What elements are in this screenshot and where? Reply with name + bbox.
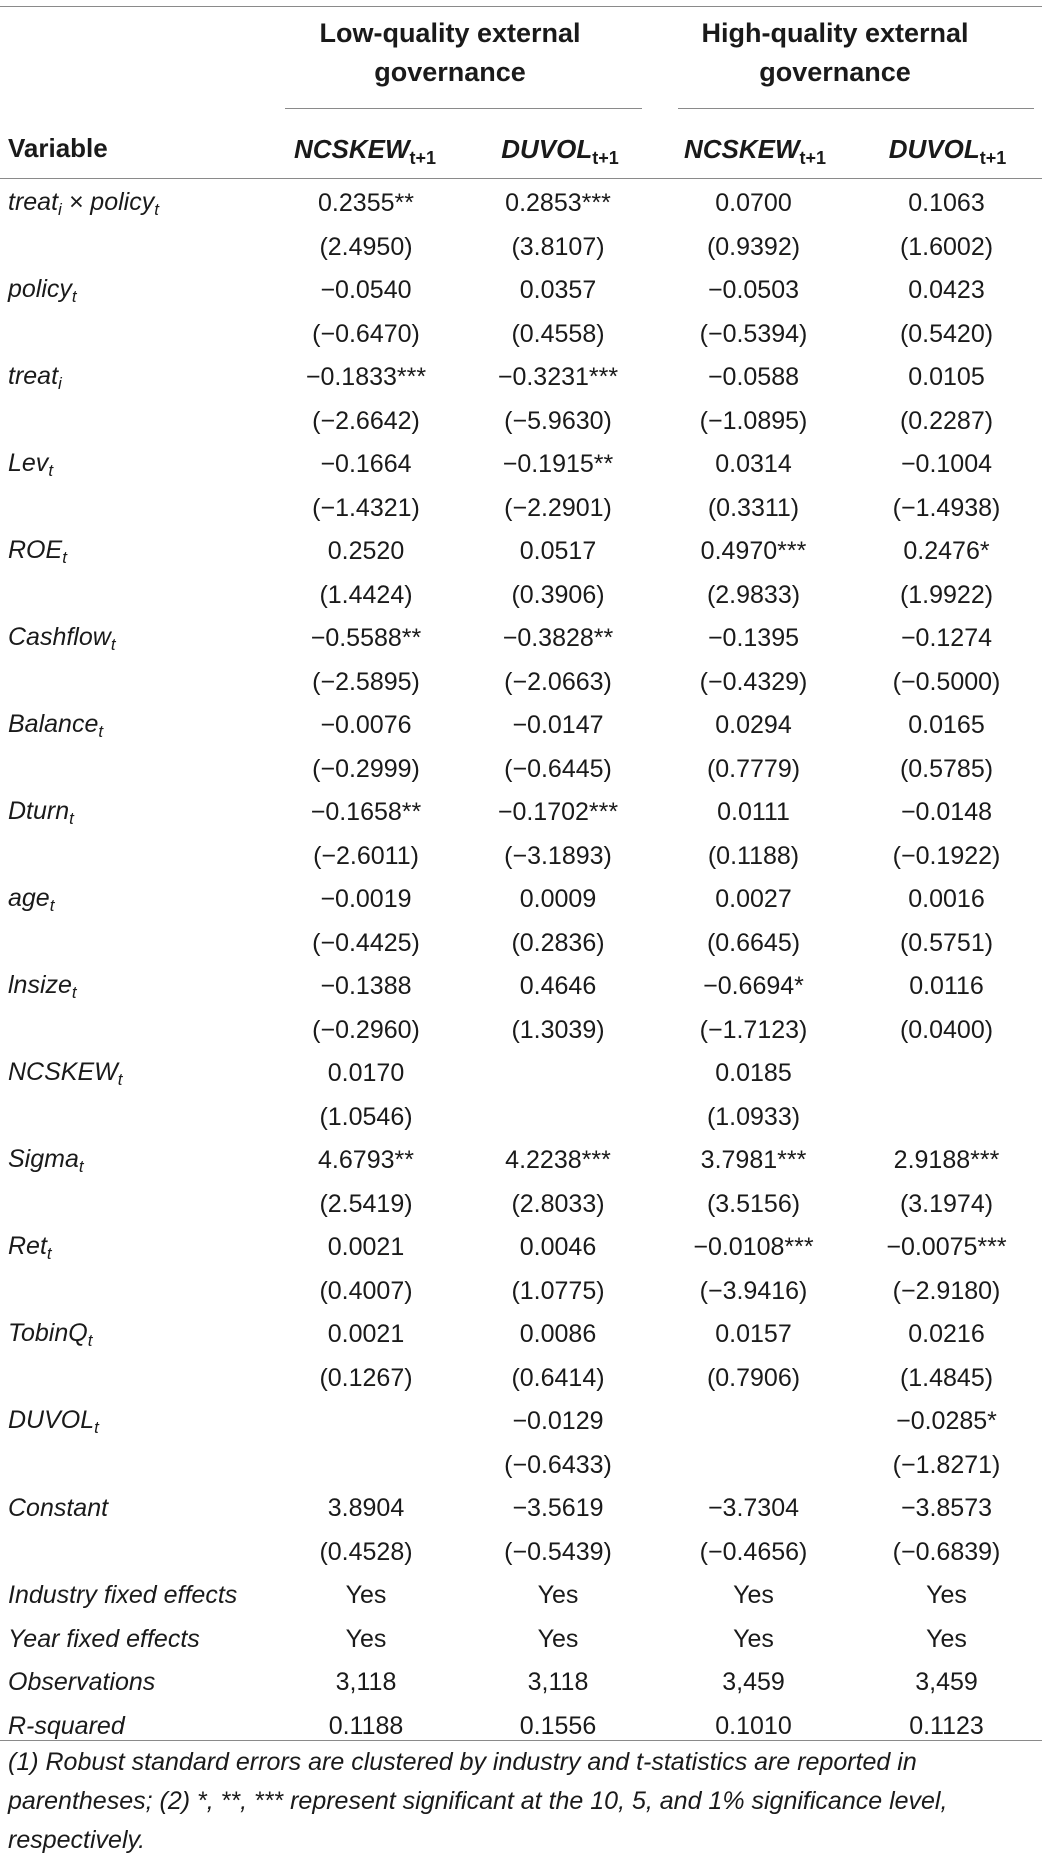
cell-col-2: (−0.5439) (504, 1537, 612, 1566)
cell-col-4: −0.0075*** (886, 1233, 1007, 1262)
variable-subscript: t (48, 460, 54, 480)
row-variable-label (0, 574, 272, 618)
cell-col-4: 0.1123 (909, 1711, 984, 1740)
cell-col-3 (656, 1400, 851, 1444)
row-variable-label (0, 748, 272, 792)
cell-col-3: (1.0933) (706, 1102, 801, 1131)
row-variable-label (0, 443, 272, 487)
row-variable-label (0, 835, 272, 879)
cell-col-3: 0.4970*** (700, 537, 807, 566)
variable-suffix: × policy (61, 187, 155, 216)
row-variable-label (0, 226, 272, 270)
row-variable-label (0, 617, 272, 661)
cell-col-4: 0.0105 (908, 363, 985, 392)
table-row (0, 1226, 1042, 1270)
cell-col-2: (0.3906) (511, 580, 605, 609)
cell-col-2: Yes (537, 1624, 579, 1653)
row-variable-label (0, 1270, 272, 1314)
cell-col-1: Yes (345, 1624, 387, 1653)
cell-col-4: (−0.5000) (892, 667, 1001, 696)
variable-name: DUVOL (8, 1405, 95, 1434)
col-header-4-name: DUVOL (888, 134, 980, 164)
variable-name: Observations (8, 1668, 156, 1697)
table-row (0, 878, 1042, 922)
variable-name: TobinQ (8, 1318, 88, 1347)
cell-col-4 (851, 1096, 1042, 1140)
row-variable-label (0, 1313, 272, 1357)
variable-name: policy (8, 274, 72, 303)
cell-col-3: (0.6645) (706, 928, 801, 957)
cell-col-3: 0.0314 (715, 450, 792, 479)
table-row (0, 1096, 1042, 1140)
variable-subscript: t (71, 982, 77, 1002)
table-row (0, 661, 1042, 705)
table-row (0, 182, 1042, 226)
table-row (0, 1487, 1042, 1531)
cell-col-4: (−1.8271) (892, 1450, 1001, 1479)
table-row (0, 1661, 1042, 1705)
table-footnote: (1) Robust standard errors are clustered by industry and t-statistics are reported in parentheses; (2) *, **, *** represent significant at the 10, 5, and 1% significance level, respectively. (8, 1748, 948, 1854)
col-header-1-sub: t+1 (409, 148, 437, 168)
cell-col-4: 0.0216 (908, 1320, 985, 1349)
cell-col-1: 0.1188 (328, 1711, 404, 1740)
cell-col-1: (0.4528) (319, 1537, 413, 1566)
variable-name: NCSKEW (8, 1057, 118, 1086)
cell-col-4: 0.0016 (908, 885, 985, 914)
header-bottom-rule (0, 178, 1042, 179)
cell-col-3: 0.0700 (715, 189, 792, 218)
cell-col-4: (0.5751) (899, 928, 994, 957)
cell-col-1: (−1.4321) (312, 493, 420, 522)
table-row (0, 791, 1042, 835)
cell-col-2: (−2.0663) (504, 667, 612, 696)
variable-subscript: t (117, 1069, 123, 1089)
cell-col-3: Yes (733, 1581, 774, 1610)
cell-col-4: 3,459 (915, 1668, 978, 1697)
row-variable-label (0, 704, 272, 748)
cell-col-1: 4.6793** (318, 1146, 414, 1175)
cell-col-2: 0.0009 (519, 885, 597, 914)
cell-col-2: 4.2238*** (505, 1146, 611, 1175)
cell-col-2: (−0.6445) (504, 754, 612, 783)
cell-col-3: (−0.4656) (699, 1537, 808, 1566)
table-row (0, 356, 1042, 400)
cell-col-1 (272, 1444, 460, 1488)
table-row (0, 965, 1042, 1009)
variable-subscript: t (87, 1330, 93, 1350)
cell-col-3: (0.7779) (706, 754, 801, 783)
variable-name: Dturn (8, 796, 70, 825)
table-bottom-rule (0, 1740, 1042, 1741)
group-rule-low (285, 108, 642, 109)
cell-col-1: 0.2520 (327, 537, 405, 566)
variable-subscript: t (62, 547, 67, 567)
table-row (0, 400, 1042, 444)
row-variable-label (0, 965, 272, 1009)
variable-name: age (8, 883, 50, 912)
cell-col-1: (−2.5895) (312, 667, 420, 696)
cell-col-3: 0.0027 (715, 885, 792, 914)
table-row (0, 313, 1042, 357)
cell-col-1: 0.0170 (327, 1059, 405, 1088)
cell-col-1: −0.0540 (320, 276, 412, 305)
row-variable-label (0, 400, 272, 444)
variable-subscript: t (94, 1417, 99, 1437)
cell-col-4 (851, 1052, 1042, 1096)
row-variable-label (0, 530, 272, 574)
table-row (0, 922, 1042, 966)
cell-col-3: 0.0157 (715, 1320, 792, 1349)
table-row (0, 1052, 1042, 1096)
cell-col-2: 0.0517 (519, 537, 597, 566)
variable-name: R-squared (8, 1711, 125, 1740)
cell-col-3: 0.0111 (717, 798, 790, 827)
cell-col-4: (1.9922) (899, 580, 994, 609)
cell-col-1: (1.4424) (319, 580, 413, 609)
cell-col-2 (460, 1096, 656, 1140)
variable-name: Balance (8, 709, 99, 738)
table-row (0, 269, 1042, 313)
cell-col-3: (0.7906) (706, 1363, 801, 1392)
table-row (0, 1444, 1042, 1488)
table-row (0, 487, 1042, 531)
cell-col-4: (0.2287) (899, 406, 994, 435)
col-header-3-name: NCSKEW (683, 134, 800, 164)
cell-col-3: −0.1395 (707, 624, 800, 653)
cell-col-2: −0.3231*** (497, 363, 619, 392)
group-title-low: Low-quality external governance (319, 18, 581, 87)
table-row (0, 1270, 1042, 1314)
cell-col-3: 3,459 (722, 1668, 785, 1697)
cell-col-3: (−0.4329) (699, 667, 808, 696)
variable-name: Ret (8, 1231, 47, 1260)
cell-col-2: 0.2853*** (505, 189, 611, 218)
cell-col-3: (−1.0895) (699, 406, 808, 435)
cell-col-3: (0.3311) (707, 493, 800, 522)
cell-col-1: (1.0546) (319, 1102, 413, 1131)
cell-col-2: −0.0129 (512, 1407, 604, 1436)
row-variable-label (0, 1096, 272, 1140)
cell-col-1: (2.5419) (319, 1189, 413, 1218)
cell-col-1: −0.1664 (320, 450, 412, 479)
cell-col-4: (−2.9180) (892, 1276, 1001, 1305)
cell-col-3: 0.0294 (715, 711, 792, 740)
table-body (0, 182, 1042, 1748)
cell-col-3: 0.0185 (715, 1059, 792, 1088)
row-variable-label (0, 791, 272, 835)
variable-subscript: t (78, 1156, 84, 1176)
cell-col-2: −0.3828** (502, 624, 614, 653)
cell-col-2: 0.1556 (519, 1711, 597, 1740)
cell-col-4: 2.9188*** (893, 1146, 1000, 1175)
cell-col-2: −3.5619 (512, 1494, 604, 1523)
cell-col-1: −0.1658** (310, 798, 422, 827)
row-variable-label (0, 487, 272, 531)
cell-col-1: 0.0021 (327, 1320, 405, 1349)
cell-col-4: 0.0423 (908, 276, 985, 305)
col-header-4-sub: t+1 (979, 148, 1007, 168)
variable-subscript: t (49, 895, 55, 915)
table-row (0, 226, 1042, 270)
regression-table (0, 182, 1042, 1748)
cell-col-1: −0.0019 (320, 885, 412, 914)
cell-col-4: (0.5420) (899, 319, 994, 348)
cell-col-4: 0.2476* (903, 537, 990, 566)
cell-col-4: (0.0400) (899, 1015, 994, 1044)
cell-col-4: 0.1063 (908, 189, 985, 218)
cell-col-3: −3.7304 (707, 1494, 800, 1523)
row-variable-label (0, 1139, 272, 1183)
cell-col-4: −0.0285* (896, 1407, 997, 1436)
cell-col-2: 0.0046 (519, 1233, 597, 1262)
cell-col-4: (1.4845) (899, 1363, 994, 1392)
cell-col-1: −0.1388 (320, 972, 412, 1001)
row-variable-label (0, 1574, 272, 1618)
table-row (0, 617, 1042, 661)
cell-col-4: −0.1274 (900, 624, 993, 653)
table-row (0, 1357, 1042, 1401)
variable-name: Constant (8, 1494, 109, 1523)
row-variable-label (0, 1226, 272, 1270)
row-variable-label (0, 878, 272, 922)
cell-col-1: (2.4950) (319, 232, 413, 261)
variable-name: Lev (8, 448, 49, 477)
row-variable-label (0, 1487, 272, 1531)
cell-col-1: (−2.6011) (313, 841, 419, 870)
cell-col-4: (−1.4938) (892, 493, 1001, 522)
variable-header: Variable (8, 133, 108, 163)
cell-col-1: 0.0021 (327, 1233, 405, 1262)
cell-col-2: 0.0086 (519, 1320, 597, 1349)
cell-col-2: (0.2836) (511, 928, 605, 957)
cell-col-2: 3,118 (527, 1668, 589, 1697)
col-header-2 (470, 133, 650, 174)
table-row (0, 835, 1042, 879)
cell-col-3: (−3.9416) (699, 1276, 808, 1305)
col-header-4 (855, 133, 1040, 174)
variable-name: ROE (8, 535, 63, 564)
cell-col-4: (−0.6839) (892, 1537, 1001, 1566)
cell-col-3 (656, 1444, 851, 1488)
variable-name: Cashflow (8, 622, 111, 651)
row-variable-label (0, 1009, 272, 1053)
table-row (0, 1618, 1042, 1662)
table-row (0, 1009, 1042, 1053)
cell-col-2: −0.0147 (512, 711, 604, 740)
cell-col-1: (−0.4425) (312, 928, 420, 957)
cell-col-2: Yes (537, 1581, 579, 1610)
cell-col-1: (−0.6470) (312, 319, 420, 348)
cell-col-2: (−5.9630) (504, 406, 612, 435)
cell-col-2: (0.6414) (511, 1363, 605, 1392)
col-header-1-name: NCSKEW (293, 134, 410, 164)
cell-col-2: 0.4646 (519, 972, 597, 1001)
cell-col-3: 0.1010 (715, 1711, 792, 1740)
cell-col-1: −0.0076 (320, 711, 412, 740)
variable-name: lnsize (8, 970, 72, 999)
cell-col-4: Yes (926, 1581, 967, 1610)
cell-col-1: 3,118 (335, 1668, 397, 1697)
cell-col-2: −0.1702*** (497, 798, 619, 827)
cell-col-1: (−2.6642) (312, 406, 420, 435)
cell-col-4: (1.6002) (899, 232, 994, 261)
cell-col-4: −0.1004 (900, 450, 993, 479)
row-variable-label (0, 269, 272, 313)
cell-col-3: (3.5156) (706, 1189, 801, 1218)
variable-subscript: i (58, 199, 62, 219)
table-row (0, 1531, 1042, 1575)
variable-suffix-subscript: t (154, 199, 159, 219)
variable-name: Sigma (8, 1144, 79, 1173)
variable-subscript: t (71, 286, 77, 306)
variable-name: treat (8, 187, 59, 216)
cell-col-1: Yes (345, 1581, 387, 1610)
row-variable-label (0, 1661, 272, 1705)
row-variable-label (0, 182, 272, 226)
cell-col-3: (−0.5394) (699, 319, 808, 348)
cell-col-1: (−0.2999) (312, 754, 420, 783)
cell-col-2: (0.4558) (511, 319, 605, 348)
col-header-3 (660, 133, 850, 174)
table-row (0, 1400, 1042, 1444)
row-variable-label (0, 313, 272, 357)
cell-col-3: −0.0588 (707, 363, 800, 392)
cell-col-3: (0.1188) (707, 841, 800, 870)
table-row (0, 1183, 1042, 1227)
table-row (0, 1313, 1042, 1357)
cell-col-1: (−0.2960) (312, 1015, 420, 1044)
variable-subscript: t (46, 1243, 52, 1263)
cell-col-4: (0.5785) (899, 754, 994, 783)
cell-col-2: (1.3039) (511, 1015, 605, 1044)
cell-col-2 (460, 1052, 656, 1096)
cell-col-1: 0.2355** (318, 189, 414, 218)
col-header-2-sub: t+1 (592, 148, 619, 168)
row-variable-label (0, 1357, 272, 1401)
col-header-3-sub: t+1 (799, 148, 827, 168)
group-title-high: High-quality external governance (701, 18, 969, 87)
row-variable-label (0, 1444, 272, 1488)
group-rule-high (678, 108, 1034, 109)
table-row (0, 1574, 1042, 1618)
col-header-2-name: DUVOL (501, 134, 593, 164)
cell-col-4: Yes (926, 1624, 967, 1653)
row-variable-label (0, 661, 272, 705)
cell-col-2: −0.1915** (502, 450, 614, 479)
variable-name: Year fixed effects (8, 1624, 200, 1653)
cell-col-1: (0.1267) (319, 1363, 413, 1392)
row-variable-label (0, 922, 272, 966)
cell-col-2: (1.0775) (511, 1276, 605, 1305)
row-variable-label (0, 1400, 272, 1444)
variable-subscript: t (110, 634, 116, 654)
cell-col-2: (2.8033) (511, 1189, 605, 1218)
table-row (0, 443, 1042, 487)
cell-col-1: (0.4007) (319, 1276, 413, 1305)
cell-col-3: −0.0503 (707, 276, 800, 305)
table-row (0, 1139, 1042, 1183)
cell-col-3: (−1.7123) (699, 1015, 808, 1044)
table-row (0, 530, 1042, 574)
row-variable-label (0, 1052, 272, 1096)
table-row (0, 748, 1042, 792)
cell-col-4: −3.8573 (900, 1494, 993, 1523)
cell-col-3: −0.6694* (703, 972, 804, 1001)
table-row (0, 1705, 1042, 1749)
cell-col-4: (3.1974) (899, 1189, 994, 1218)
cell-col-4: 0.0116 (909, 972, 984, 1001)
cell-col-3: −0.0108*** (693, 1233, 814, 1262)
table-row (0, 574, 1042, 618)
cell-col-4: (−0.1922) (892, 841, 1001, 870)
table-row (0, 704, 1042, 748)
cell-col-2: (−3.1893) (504, 841, 612, 870)
cell-col-2: (3.8107) (511, 232, 605, 261)
variable-subscript: t (69, 808, 74, 828)
cell-col-4: −0.0148 (900, 798, 993, 827)
variable-name: Industry fixed effects (8, 1581, 238, 1610)
cell-col-1: 3.8904 (327, 1494, 405, 1523)
variable-subscript: t (98, 721, 104, 741)
cell-col-1 (272, 1400, 460, 1444)
cell-col-4: 0.0165 (908, 711, 985, 740)
row-variable-label (0, 1531, 272, 1575)
row-variable-label (0, 356, 272, 400)
cell-col-3: 3.7981*** (700, 1146, 807, 1175)
cell-col-1: −0.1833*** (305, 363, 427, 392)
cell-col-2: (−2.2901) (504, 493, 612, 522)
cell-col-2: (−0.6433) (504, 1450, 612, 1479)
row-variable-label (0, 1618, 272, 1662)
cell-col-2: 0.0357 (519, 276, 597, 305)
variable-name: treat (8, 361, 59, 390)
row-variable-label (0, 1705, 272, 1749)
cell-col-3: (2.9833) (706, 580, 801, 609)
top-rule (0, 6, 1042, 7)
cell-col-3: (0.9392) (706, 232, 801, 261)
variable-subscript: i (58, 373, 62, 393)
cell-col-1: −0.5588** (310, 624, 422, 653)
col-header-1 (270, 133, 460, 174)
cell-col-3: Yes (733, 1624, 774, 1653)
row-variable-label (0, 1183, 272, 1227)
